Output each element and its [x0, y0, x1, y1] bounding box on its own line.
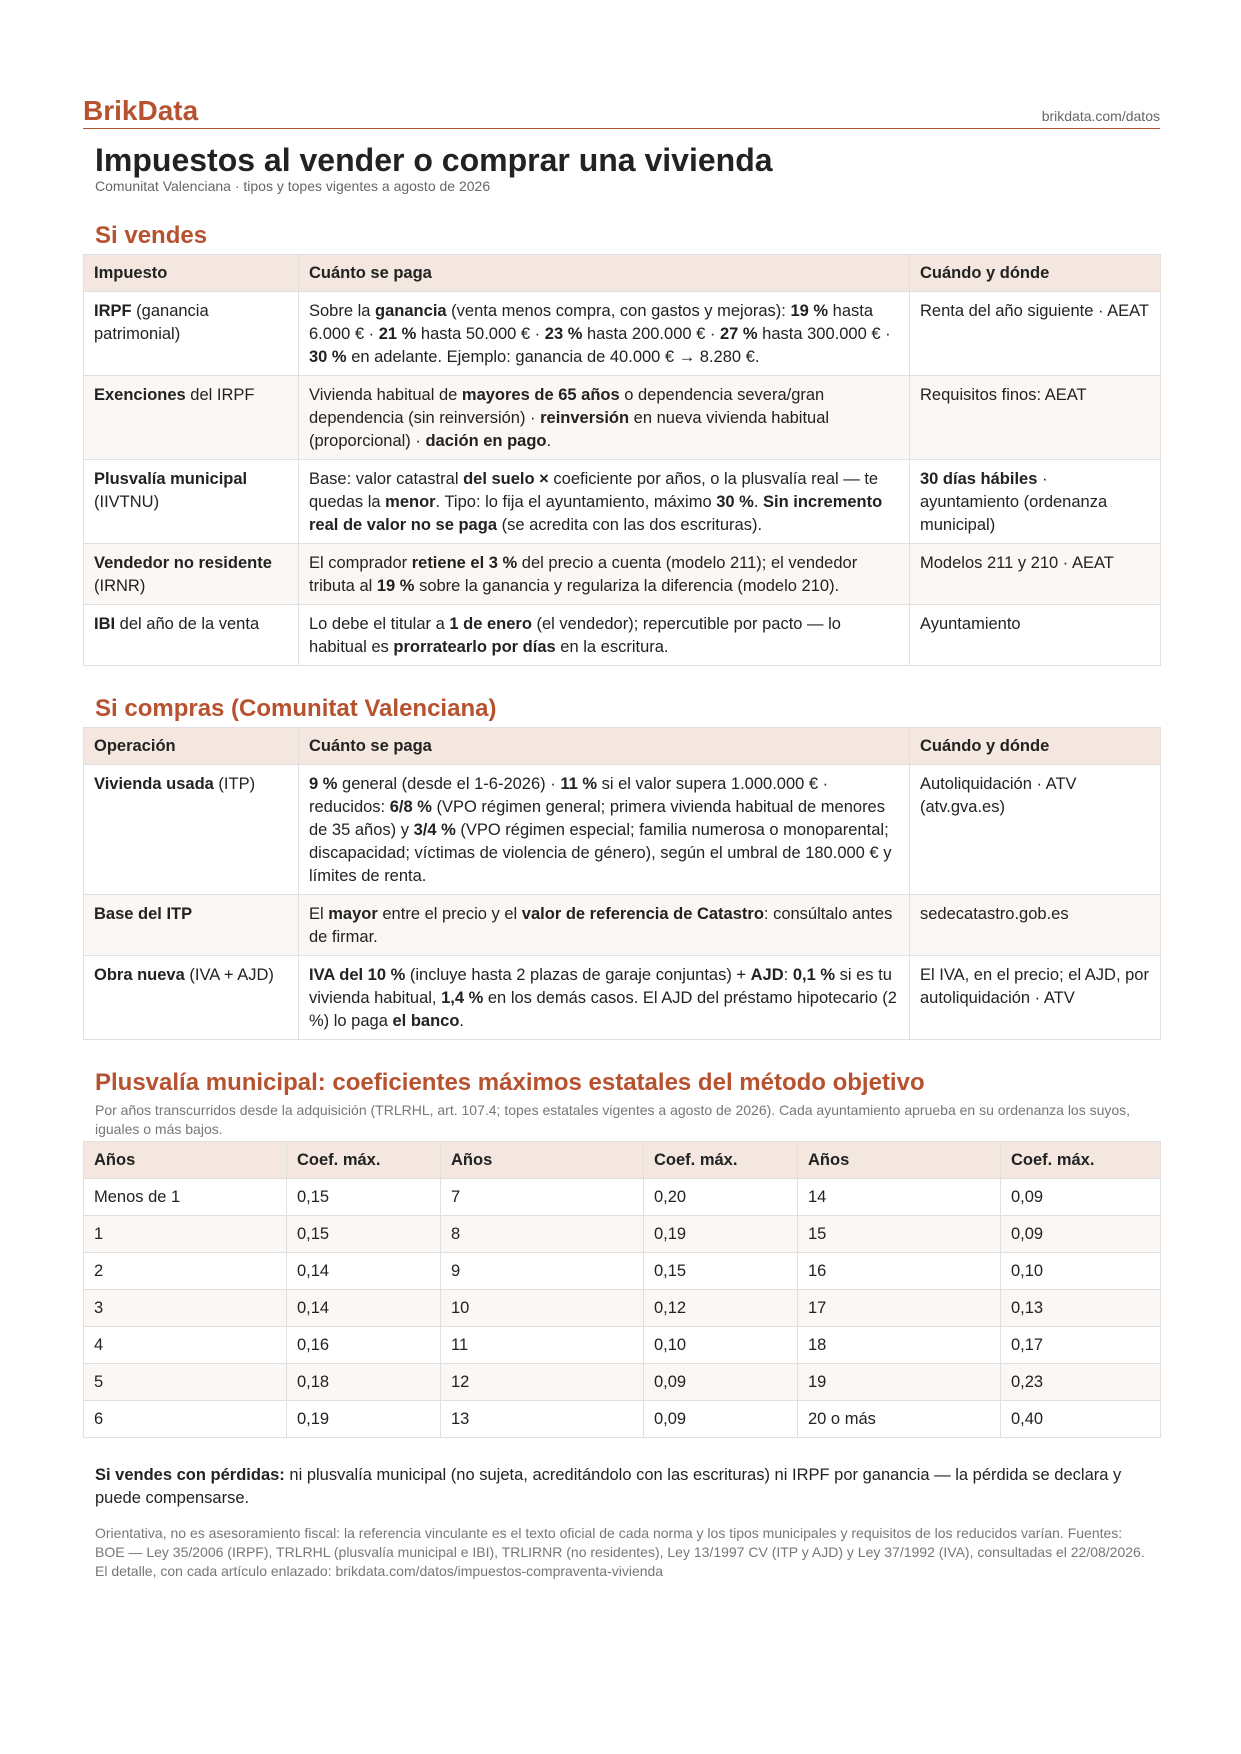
text-run: en los demás casos. El AJD del préstamo hipotecario (2 %) lo paga — [309, 989, 897, 1030]
cell-years: 2 — [84, 1253, 287, 1290]
text-run: Requisitos finos: AEAT — [920, 386, 1087, 404]
cell-years: Menos de 1 — [84, 1179, 287, 1216]
losses-note-lead: Si vendes con pérdidas: — [95, 1466, 285, 1484]
text-run: o dependencia severa/gran dependencia (sin reinversión) · — [309, 386, 825, 427]
cell-where — [910, 956, 1161, 1040]
cell-years: 6 — [84, 1401, 287, 1438]
table-row — [84, 544, 1161, 605]
text-run: general (desde el 1-6-2026) · — [337, 775, 561, 793]
text-run: . — [753, 493, 764, 511]
cell-years: 19 — [798, 1364, 1001, 1401]
page-title: Impuestos al vender o comprar una vivienda — [95, 142, 773, 178]
cell-where — [910, 895, 1161, 956]
text-run: si el valor supera 1.000.000 € · reducidos: — [309, 775, 829, 816]
text-run: si es tu vivienda habitual, — [309, 966, 892, 1007]
text-run: (IIVTNU) — [94, 493, 160, 511]
column-header-operacion: Operación — [84, 728, 299, 765]
bold-text: 30 % — [716, 493, 754, 511]
bold-text: el banco — [392, 1012, 460, 1030]
cell-where — [910, 292, 1161, 376]
text-run: coeficiente por años, o la plusvalía real — te quedas la — [309, 470, 879, 511]
cell-years: 13 — [441, 1401, 644, 1438]
cell-how — [299, 292, 910, 376]
cell-years: 10 — [441, 1290, 644, 1327]
bold-text: AJD — [750, 966, 784, 984]
disclaimer: Orientativa, no es asesoramiento fiscal: la referencia vinculante es el texto oficial de cada norma y los tipos municipales y requisitos de los reducidos varían. Fuentes: BOE — Ley 35/2006 (IRPF), TRLRHL (plusvalía municipal e IBI), TRLIRNR (no residentes), Ley 13/1997 CV (ITP y AJD) y Ley 37/1992 (IVA), consultadas el 22/08/2026. El detalle, con cada artículo enlazado: brikdata.com/datos/impuestos-compraventa-vivienda — [95, 1525, 1145, 1579]
text-run: (se acredita con las dos escrituras). — [497, 516, 763, 534]
cell-how — [299, 376, 910, 460]
text-run: Lo debe el titular a — [309, 615, 450, 633]
bold-text: mayor — [328, 905, 378, 923]
text-run: : consúltalo antes de firmar. — [309, 905, 893, 946]
bold-text: 9 % — [309, 775, 338, 793]
cell-coefficient: 0,15 — [287, 1179, 441, 1216]
column-header-cuanto: Cuánto se paga — [299, 728, 910, 765]
text-run: hasta 200.000 € · — [582, 325, 720, 343]
bold-text: Sin incremento real de valor no se paga — [309, 493, 883, 534]
cell-concept — [84, 765, 299, 895]
cell-coefficient: 0,13 — [1001, 1290, 1161, 1327]
table-row — [84, 895, 1161, 956]
bold-text: 23 % — [544, 325, 583, 343]
cell-coefficient: 0,15 — [644, 1253, 798, 1290]
table-row — [84, 376, 1161, 460]
text-run: · ayuntamiento (ordenanza municipal) — [920, 470, 1108, 534]
text-run: sobre la ganancia y regulariza la diferencia (modelo 210). — [414, 577, 840, 595]
table-row — [84, 1290, 1161, 1327]
text-run: (VPO régimen especial; familia numerosa o monoparental; discapacidad; víctimas de violencia de género), según el umbral de 180.000 € y límites de renta. — [309, 821, 892, 885]
cell-years: 15 — [798, 1216, 1001, 1253]
bold-text: 27 % — [719, 325, 758, 343]
text-run: . Tipo: lo fija el ayuntamiento, máximo — [435, 493, 717, 511]
text-run: El IVA, en el precio; el AJD, por autoliquidación · ATV — [920, 966, 1149, 1007]
cell-years: 7 — [441, 1179, 644, 1216]
table-row — [84, 1401, 1161, 1438]
text-run: Ayuntamiento — [920, 615, 1021, 633]
cell-coefficient: 0,10 — [644, 1327, 798, 1364]
cell-years: 4 — [84, 1327, 287, 1364]
cell-concept — [84, 605, 299, 666]
column-header-anos-2: Años — [441, 1142, 644, 1179]
text-run: entre el precio y el — [377, 905, 522, 923]
cell-how — [299, 460, 910, 544]
text-run: : — [783, 966, 793, 984]
text-run: Base: valor catastral — [309, 470, 464, 488]
cell-where — [910, 544, 1161, 605]
site-url: brikdata.com/datos — [1041, 108, 1160, 124]
table-header-row — [84, 255, 1161, 292]
page-header — [83, 92, 1160, 129]
cell-coefficient: 0,17 — [1001, 1327, 1161, 1364]
cell-coefficient: 0,19 — [287, 1401, 441, 1438]
brand-logo: BrikData — [83, 95, 199, 126]
bold-text: 30 % — [309, 348, 347, 366]
cell-coefficient: 0,18 — [287, 1364, 441, 1401]
cell-years: 18 — [798, 1327, 1001, 1364]
document-page — [83, 92, 1160, 1581]
bold-text: 1,4 % — [441, 989, 484, 1007]
bold-text: dación en pago — [425, 432, 547, 450]
table-row — [84, 292, 1161, 376]
text-run: (ITP) — [213, 775, 256, 793]
text-run: hasta 50.000 € · — [416, 325, 545, 343]
bold-text: Exenciones — [94, 386, 186, 404]
column-header-coef-3: Coef. máx. — [1001, 1142, 1161, 1179]
cell-coefficient: 0,10 — [1001, 1253, 1161, 1290]
cell-coefficient: 0,09 — [1001, 1179, 1161, 1216]
text-run: Vivienda habitual de — [309, 386, 462, 404]
table-row — [84, 460, 1161, 544]
cell-years: 12 — [441, 1364, 644, 1401]
text-run: del año de la venta — [115, 615, 260, 633]
cell-years: 17 — [798, 1290, 1001, 1327]
text-run: (ganancia patrimonial) — [94, 302, 209, 343]
table-header-row — [84, 1142, 1161, 1179]
bold-text: retiene el 3 % — [411, 554, 518, 572]
sell-table — [83, 254, 1161, 666]
coef-table-body — [84, 1179, 1161, 1438]
coef-table — [83, 1141, 1161, 1438]
cell-years: 11 — [441, 1327, 644, 1364]
text-run: (el vendedor); repercutible por pacto — lo habitual es — [309, 615, 841, 656]
bold-text: valor de referencia de Catastro — [521, 905, 764, 923]
text-run: . — [546, 432, 552, 450]
sell-table-body — [84, 292, 1161, 666]
text-run: en nueva vivienda habitual (proporcional) · — [309, 409, 830, 450]
table-row — [84, 1327, 1161, 1364]
table-row — [84, 956, 1161, 1040]
text-run: Autoliquidación · ATV (atv.gva.es) — [920, 775, 1077, 816]
text-run: Renta del año siguiente · AEAT — [920, 302, 1150, 320]
bold-text: 0,1 % — [792, 966, 836, 984]
cell-coefficient: 0,12 — [644, 1290, 798, 1327]
cell-coefficient: 0,09 — [644, 1401, 798, 1438]
cell-how — [299, 544, 910, 605]
cell-coefficient: 0,15 — [287, 1216, 441, 1253]
table-row — [84, 1216, 1161, 1253]
cell-concept — [84, 376, 299, 460]
bold-text: reinversión — [540, 409, 630, 427]
cell-coefficient: 0,09 — [644, 1364, 798, 1401]
column-header-cuando: Cuándo y dónde — [910, 255, 1161, 292]
cell-coefficient: 0,09 — [1001, 1216, 1161, 1253]
column-header-impuesto: Impuesto — [84, 255, 299, 292]
bold-text: 19 % — [376, 577, 415, 595]
bold-text: Obra nueva — [94, 966, 185, 984]
column-header-cuanto: Cuánto se paga — [299, 255, 910, 292]
cell-coefficient: 0,14 — [287, 1290, 441, 1327]
cell-concept — [84, 956, 299, 1040]
bold-text: mayores de 65 años — [461, 386, 620, 404]
text-run: en la escritura. — [555, 638, 669, 656]
cell-years: 1 — [84, 1216, 287, 1253]
cell-years: 14 — [798, 1179, 1001, 1216]
cell-coefficient: 0,40 — [1001, 1401, 1161, 1438]
cell-where — [910, 376, 1161, 460]
bold-text: 1 de enero — [449, 615, 532, 633]
cell-coefficient: 0,16 — [287, 1327, 441, 1364]
text-run: sedecatastro.gob.es — [920, 905, 1069, 923]
bold-text: IRPF — [94, 302, 132, 320]
page-subtitle: Comunitat Valenciana · tipos y topes vigentes a agosto de 2026 — [95, 178, 491, 194]
cell-coefficient: 0,14 — [287, 1253, 441, 1290]
bold-text: 6/8 % — [389, 798, 432, 816]
column-header-anos-1: Años — [84, 1142, 287, 1179]
cell-years: 20 o más — [798, 1401, 1001, 1438]
cell-how — [299, 605, 910, 666]
cell-concept — [84, 460, 299, 544]
cell-how — [299, 956, 910, 1040]
text-run: Sobre la — [309, 302, 376, 320]
bold-text: Vendedor no residente — [94, 554, 272, 572]
table-row — [84, 765, 1161, 895]
column-header-cuando: Cuándo y dónde — [910, 728, 1161, 765]
text-run: El — [309, 905, 329, 923]
bold-text: 19 % — [790, 302, 829, 320]
table-row — [84, 1364, 1161, 1401]
cell-how — [299, 765, 910, 895]
bold-text: menor — [385, 493, 436, 511]
text-run: (incluye hasta 2 plazas de garaje conjuntas) + — [405, 966, 751, 984]
cell-where — [910, 605, 1161, 666]
table-header-row — [84, 728, 1161, 765]
cell-years: 8 — [441, 1216, 644, 1253]
bold-text: 3/4 % — [413, 821, 456, 839]
column-header-coef-2: Coef. máx. — [644, 1142, 798, 1179]
column-header-coef-1: Coef. máx. — [287, 1142, 441, 1179]
cell-years: 5 — [84, 1364, 287, 1401]
bold-text: prorratearlo por días — [393, 638, 556, 656]
text-run: Modelos 211 y 210 · AEAT — [920, 554, 1114, 572]
cell-where — [910, 765, 1161, 895]
cell-coefficient: 0,23 — [1001, 1364, 1161, 1401]
text-run: del IRPF — [185, 386, 255, 404]
cell-years: 9 — [441, 1253, 644, 1290]
buy-table — [83, 727, 1161, 1040]
cell-coefficient: 0,19 — [644, 1216, 798, 1253]
cell-years: 16 — [798, 1253, 1001, 1290]
text-run: hasta 300.000 € · — [757, 325, 891, 343]
table-row — [84, 1179, 1161, 1216]
cell-how — [299, 895, 910, 956]
losses-note-text: ni plusvalía municipal (no sujeta, acreditándolo con las escrituras) ni IRPF por ganancia — la pérdida se declara y puede compensarse. — [95, 1466, 1122, 1507]
bold-text: Base del ITP — [94, 905, 193, 923]
cell-concept — [84, 895, 299, 956]
cell-concept — [84, 292, 299, 376]
text-run: (venta menos compra, con gastos y mejoras): — [446, 302, 791, 320]
table-row — [84, 605, 1161, 666]
bold-text: ganancia — [375, 302, 447, 320]
text-run: en adelante. Ejemplo: ganancia de 40.000 € → 8.280 €. — [346, 348, 760, 366]
text-run: del precio a cuenta (modelo 211); el vendedor tributa al — [309, 554, 858, 595]
bold-text: 11 % — [560, 775, 598, 793]
text-run: hasta 6.000 € · — [309, 302, 874, 343]
text-run: (VPO régimen general; primera vivienda habitual de menores de 35 años) y — [309, 798, 885, 839]
bold-text: Plusvalía municipal — [94, 470, 248, 488]
cell-concept — [84, 544, 299, 605]
bold-text: 21 % — [378, 325, 417, 343]
cell-where — [910, 460, 1161, 544]
cell-coefficient: 0,20 — [644, 1179, 798, 1216]
section-title-coef: Plusvalía municipal: coeficientes máximos estatales del método objetivo — [95, 1069, 925, 1096]
section-title-buy: Si compras (Comunitat Valenciana) — [95, 695, 497, 722]
text-run: (IVA + AJD) — [184, 966, 274, 984]
text-run: . — [459, 1012, 464, 1030]
bold-text: del suelo × — [463, 470, 549, 488]
text-run: El comprador — [309, 554, 412, 572]
cell-years: 3 — [84, 1290, 287, 1327]
losses-note — [95, 1464, 1135, 1510]
bold-text: IBI — [94, 615, 116, 633]
section-title-sell: Si vendes — [95, 222, 208, 249]
bold-text: 30 días hábiles — [920, 470, 1038, 488]
bold-text: IVA del 10 % — [309, 966, 406, 984]
column-header-anos-3: Años — [798, 1142, 1001, 1179]
section-note-coef: Por años transcurridos desde la adquisición (TRLRHL, art. 107.4; topes estatales vigentes a agosto de 2026). Cada ayuntamiento aprueba en su ordenanza los suyos, iguales o más bajos. — [95, 1102, 1131, 1137]
text-run: (IRNR) — [94, 577, 146, 595]
table-row — [84, 1253, 1161, 1290]
bold-text: Vivienda usada — [94, 775, 214, 793]
buy-table-body — [84, 765, 1161, 1040]
